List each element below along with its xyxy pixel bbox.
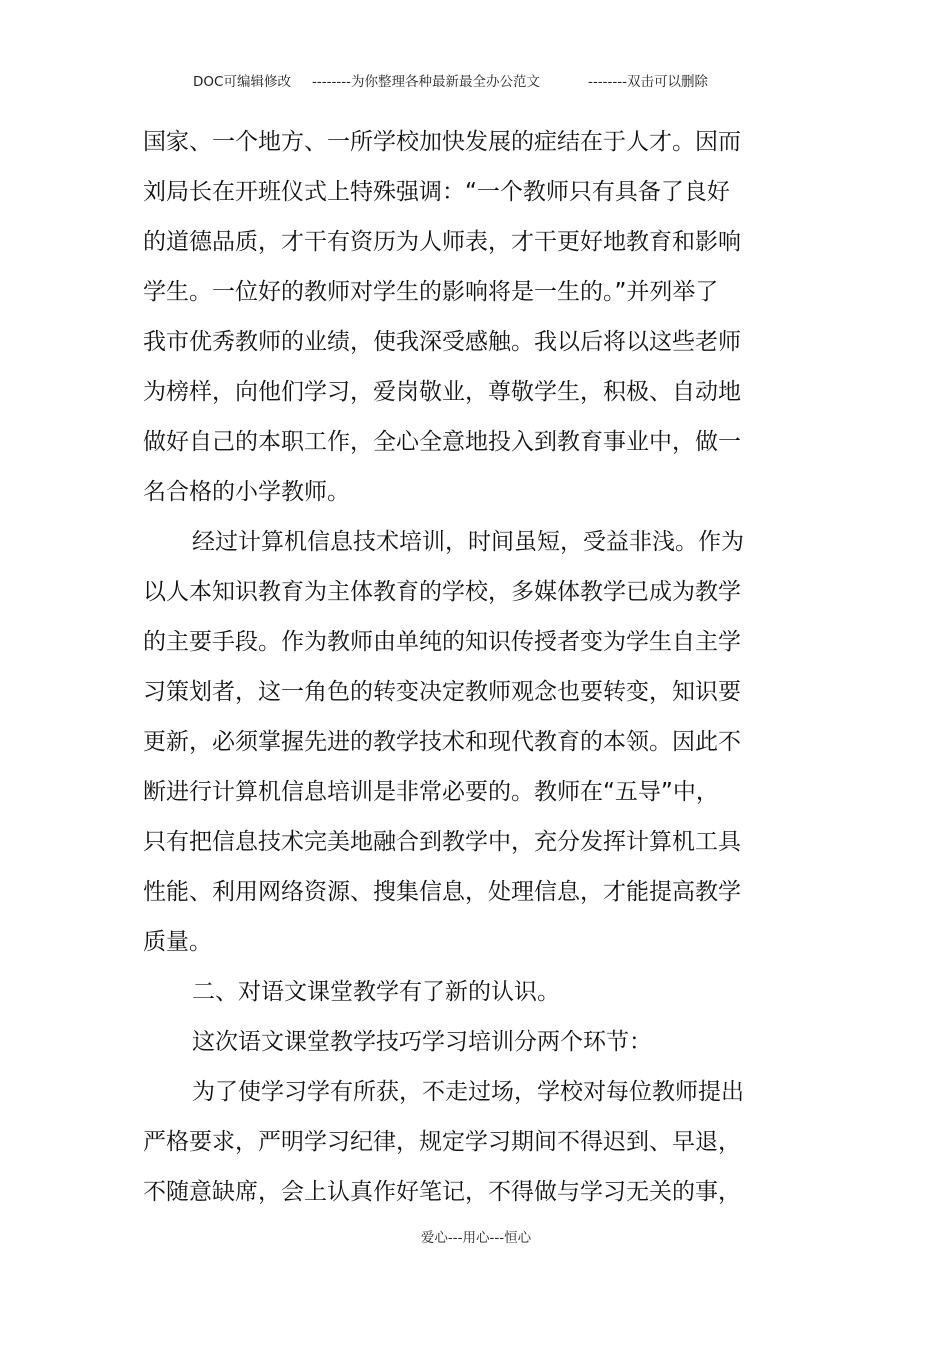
text-line: 更新，必须掌握先进的教学技术和现代教育的本领。因此不 [143,729,741,755]
text-line: 习策划者，这一角色的转变决定教师观念也要转变，知识要 [143,679,741,705]
text-line: 名合格的小学教师。 [143,479,350,505]
text-line: 不随意缺席，会上认真作好笔记，不得做与学习无关的事， [143,1179,741,1205]
text-line: 以人本知识教育为主体教育的学校，多媒体教学已成为教学 [143,579,741,605]
page-header [0,72,950,92]
text-line: 学生。一位好的教师对学生的影响将是一生的。”并列举了 [143,279,719,305]
page-footer: 爱心---用心---恒心 [420,1230,532,1246]
header-doc-label: DOC可编辑修改 [193,74,291,90]
section-heading: 二、对语文课堂教学有了新的认识。 [192,979,560,1005]
text-line: 质量。 [143,929,212,955]
text-line: 性能、利用网络资源、搜集信息，处理信息，才能提高教学 [143,879,741,905]
header-middle-text: --------为你整理各种最新最全办公范文 [312,74,540,90]
text-line: 为榜样，向他们学习，爱岗敬业，尊敬学生，积极、自动地 [143,379,741,405]
paragraph-start-line: 为了使学习学有所获，不走过场，学校对每位教师提出 [192,1079,744,1105]
text-line: 断进行计算机信息培训是非常必要的。教师在“五导”中， [143,779,719,805]
text-line: 严格要求，严明学习纪律，规定学习期间不得迟到、早退， [143,1129,741,1155]
paragraph-start-line: 经过计算机信息技术培训，时间虽短，受益非浅。作为 [192,529,744,555]
text-line: 国家、一个地方、一所学校加快发展的症结在于人才。因而 [143,129,741,155]
text-line: 做好自己的本职工作，全心全意地投入到教育事业中，做一 [143,429,741,455]
text-line: 我市优秀教师的业绩，使我深受感触。我以后将以这些老师 [143,329,741,355]
text-line: 的道德品质，才干有资历为人师表，才干更好地教育和影响 [143,229,741,255]
header-right-text: --------双击可以删除 [588,74,708,90]
text-line: 的主要手段。作为教师由单纯的知识传授者变为学生自主学 [143,629,741,655]
paragraph-start-line: 这次语文课堂教学技巧学习培训分两个环节： [192,1029,652,1055]
document-body [143,117,743,1217]
text-line: 刘局长在开班仪式上特殊强调：“一个教师只有具备了良好 [143,179,730,205]
text-line: 只有把信息技术完美地融合到教学中，充分发挥计算机工具 [143,829,741,855]
